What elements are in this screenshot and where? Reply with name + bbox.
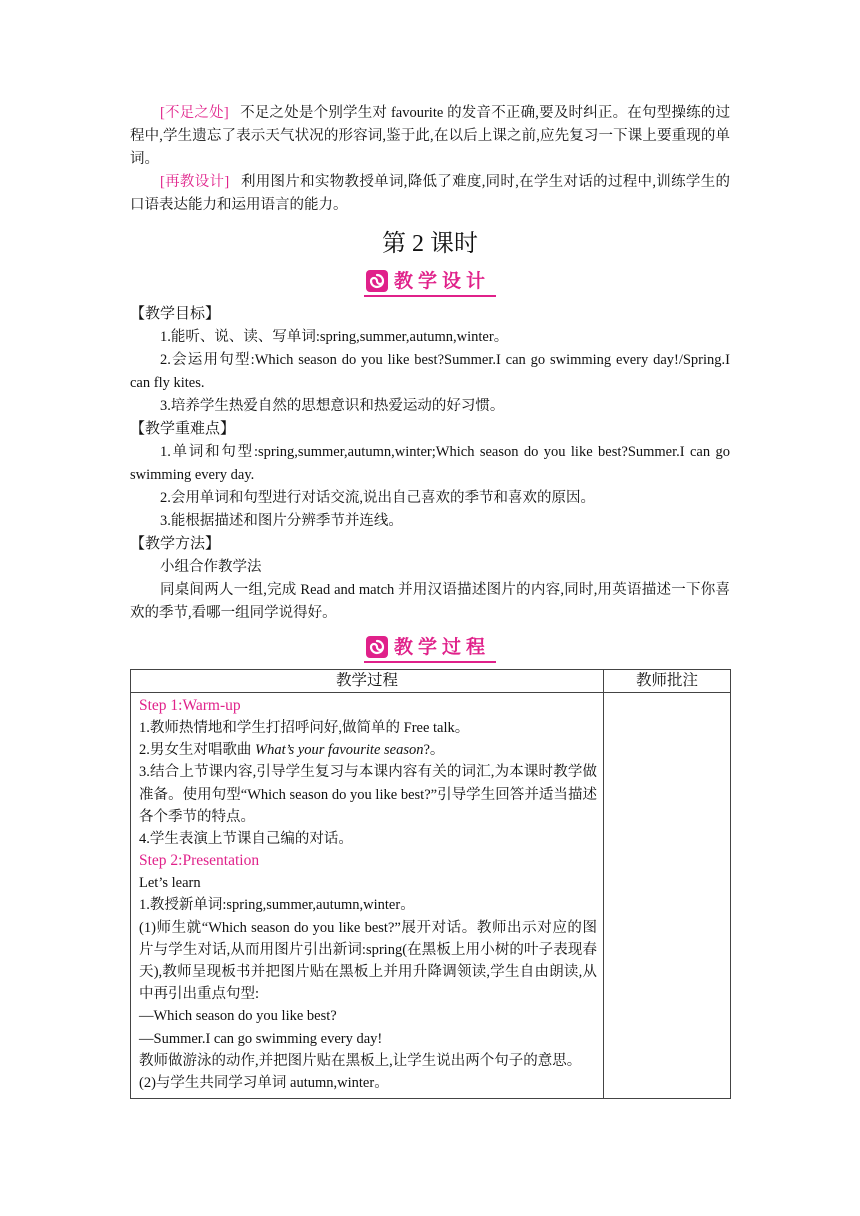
swirl-icon (366, 636, 388, 658)
step2-line: —Summer.I can go swimming every day! (139, 1030, 383, 1047)
swirl-icon (366, 270, 388, 292)
notes-column-header: 教师批注 (604, 670, 731, 693)
step2-line: —Which season do you like best? (139, 1008, 337, 1025)
goal-item: 2.会运用句型:Which season do you like best?Summer.I can go swimming every day!/Spring.I can fly kites. (130, 352, 730, 391)
redesign-tag: [再教设计] (160, 174, 230, 190)
key-point-item: 3.能根据描述和图片分辨季节并连线。 (160, 513, 403, 529)
shortfall-text: 不足之处是个别学生对 favourite 的发音不正确,要及时纠正。在句型操练的过程中,学生遗忘了表示天气状况的形容词,鉴于此,在以后上课之前,应先复习一下课上要重现的单词。 (130, 105, 730, 167)
process-cell (131, 693, 604, 1099)
redesign-text: 利用图片和实物教授单词,降低了难度,同时,在学生对话的过程中,训练学生的口语表达能力和运用语言的能力。 (130, 174, 730, 213)
process-banner (130, 635, 730, 663)
step2-line: (1)师生就“Which season do you like best?”展开对话。教师出示对应的图片与学生对话,从而用图片引出新词:spring(在黑板上用小树的叶子表现春天),教师呈现板书并把图片贴在黑板上并用升降调领读,学生自由朗读,从中再引出重点句型: (139, 919, 597, 1003)
key-points-heading: 【教学重难点】 (130, 421, 236, 437)
step2-title: Step 2:Presentation (139, 852, 260, 870)
key-point-item: 1.单词和句型:spring,summer,autumn,winter;Which season do you like best?Summer.I can go swimming every day. (130, 444, 730, 483)
key-point-item: 2.会用单词和句型进行对话交流,说出自己喜欢的季节和喜欢的原因。 (160, 490, 595, 506)
step2-line: Let’s learn (139, 875, 201, 892)
step1-item: 2.男女生对唱歌曲 What’s your favourite season?。 (139, 742, 445, 759)
shortfall-tag: [不足之处] (160, 105, 229, 121)
method-item: 小组合作教学法 (160, 559, 262, 575)
goal-item: 1.能听、说、读、写单词:spring,summer,autumn,winter。 (160, 329, 509, 345)
lesson-title: 第 2 课时 (382, 231, 478, 257)
step2-line: 1.教授新单词:spring,summer,autumn,winter。 (139, 897, 415, 914)
process-banner-label: 教学过程 (393, 636, 490, 658)
design-banner-label: 教学设计 (393, 270, 490, 292)
goal-item: 3.培养学生热爱自然的思想意识和热爱运动的好习惯。 (160, 398, 505, 414)
step1-title: Step 1:Warm-up (139, 697, 241, 714)
methods-heading: 【教学方法】 (130, 536, 221, 552)
step1-item: 4.学生表演上节课自己编的对话。 (139, 831, 353, 848)
method-item: 同桌间两人一组,完成 Read and match 并用汉语描述图片的内容,同时,用英语描述一下你喜欢的季节,看哪一组同学说得好。 (130, 582, 730, 621)
notes-cell (604, 693, 731, 1099)
shortfall-paragraph (130, 102, 730, 171)
goals-heading: 【教学目标】 (130, 306, 221, 322)
step1-item: 3.结合上节课内容,引导学生复习与本课内容有关的词汇,为本课时教学做准备。使用句型“Which season do you like best?”引导学生回答并适当描述各个季节的特点。 (139, 764, 597, 825)
document-page (130, 102, 730, 1099)
step2-line: (2)与学生共同学习单词 autumn,winter。 (139, 1075, 389, 1092)
step1-item: 1.教师热情地和学生打招呼问好,做简单的 Free talk。 (139, 720, 470, 736)
process-column-header: 教学过程 (131, 670, 604, 693)
step2-line: 教师做游泳的动作,并把图片贴在黑板上,让学生说出两个句子的意思。 (139, 1052, 582, 1069)
redesign-paragraph (130, 171, 730, 217)
song-title: What’s your favourite season (255, 742, 424, 759)
design-banner (130, 269, 730, 297)
process-table (130, 669, 731, 1099)
